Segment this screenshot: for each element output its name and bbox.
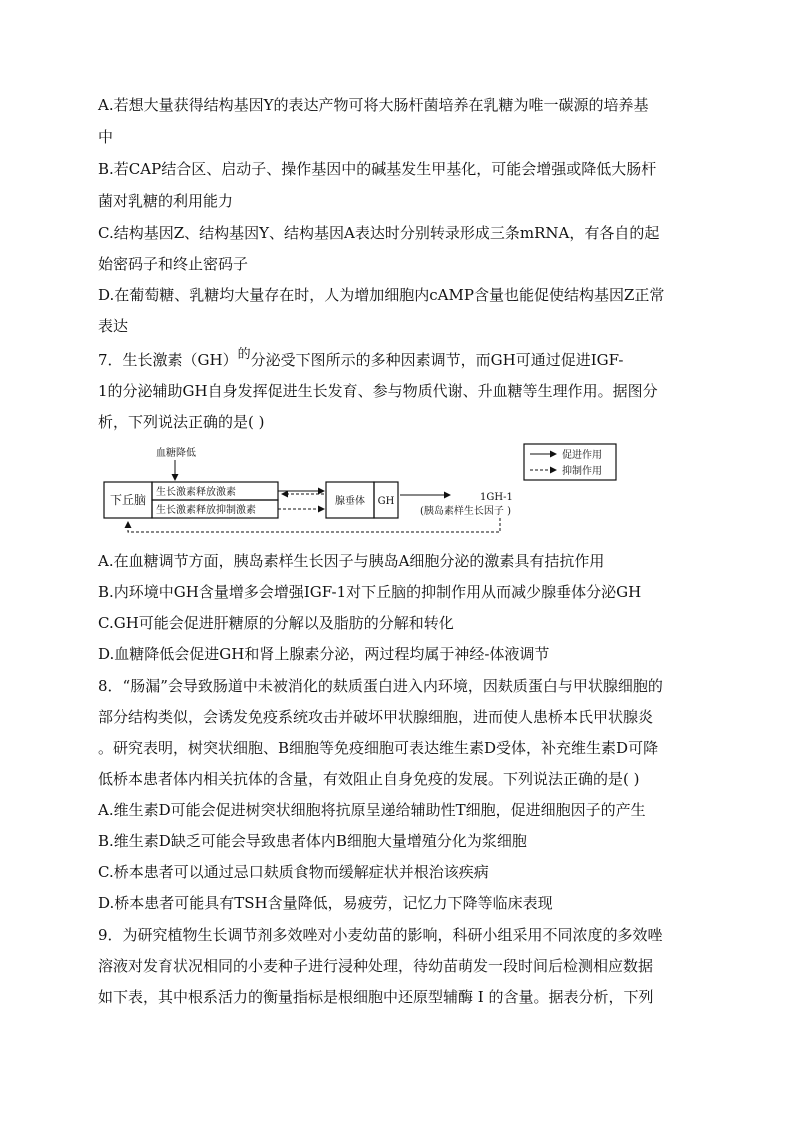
q7-option-b: B.内环境中GH含量增多会增强IGF-1对下丘脑的抑制作用从而减少腺垂体分泌GH [98,583,642,601]
q8-option-b: B.维生素D缺乏可能会导致患者体内B细胞大量增殖分化为浆细胞 [98,832,527,850]
q7-stem-line2: 1的分泌辅助GH自身发挥促进生长发育、参与物质代谢、升血糖等生理作用。据图分 [98,382,658,400]
igf-inhibit-feedback-arrow [128,518,500,532]
q8-stem-line2: 部分结构类似，会诱发免疫系统攻击并破坏甲状腺细胞，进而使人患桥本氏甲状腺炎 [98,708,654,726]
q7-stem-sup: 的 [237,347,251,362]
q6-option-b-line2: 菌对乳糖的利用能力 [98,192,234,210]
ghrh-label: 生长激素释放激素 [156,487,236,498]
legend-promote-label: 促进作用 [562,450,602,461]
igf-label-line2: (胰岛素样生长因子 ) [420,506,511,517]
q7-stem-line1 [98,347,698,372]
q6-option-d-line2: 表达 [98,317,129,335]
hypothalamus-label: 下丘脑 [109,493,147,507]
igf-label-line1: 1GH-1 [480,492,513,503]
q6-option-a-line2: 中 [98,128,114,146]
gh-label: GH [377,496,395,507]
ghih-label: 生长激素释放抑制激素 [156,505,256,516]
q6-option-a-line1: A.若想大量获得结构基因Y的表达产物可将大肠杆菌培养在乳糖为唯一碳源的培养基 [98,96,649,114]
q8-option-a: A.维生素D可能会促进树突状细胞将抗原呈递给辅助性T细胞，促进细胞因子的产生 [98,801,646,819]
q7-option-c: C.GH可能会促进肝糖原的分解以及脂肪的分解和转化 [98,614,454,632]
pituitary-label: 腺垂体 [335,496,365,507]
q7-stem-line3: 析，下列说法正确的是( ) [98,413,265,431]
q8-stem-line4: 低桥本患者体内相关抗体的含量，有效阻止自身免疫的发展。下列说法正确的是( ) [98,770,640,788]
gh-regulation-diagram [100,440,620,540]
q7-option-a: A.在血糖调节方面，胰岛素样生长因子与胰岛A细胞分泌的激素具有拮抗作用 [98,552,605,570]
q9-stem-line1: 9．为研究植物生长调节剂多效唑对小麦幼苗的影响，科研小组采用不同浓度的多效唑 [98,926,663,944]
q7-option-d: D.血糖降低会促进GH和肾上腺素分泌，两过程均属于神经-体液调节 [98,645,550,663]
q9-stem-line2: 溶液对发育状况相同的小麦种子进行浸种处理，待幼苗萌发一段时间后检测相应数据 [98,957,654,975]
q6-option-b-line1: B.若CAP结合区、启动子、操作基因中的碱基发生甲基化，可能会增强或降低大肠杆 [98,160,657,178]
q8-stem-line3: 。研究表明，树突状细胞、B细胞等免疫细胞可表达维生素D受体，补充维生素D可降 [98,739,659,757]
q7-stem-part2: 分泌受下图所示的多种因素调节，而GH可通过促进IGF- [250,351,624,369]
legend-inhibit-label: 抑制作用 [562,466,602,477]
q8-option-c: C.桥本患者可以通过忌口麸质食物而缓解症状并根治该疾病 [98,863,489,881]
q6-option-c-line2: 始密码子和终止密码子 [98,255,249,273]
q8-option-d: D.桥本患者可能具有TSH含量降低，易疲劳，记忆力下降等临床表现 [98,894,553,912]
q6-option-d-line1: D.在葡萄糖、乳糖均大量存在时，人为增加细胞内cAMP含量也能促使结构基因Z正常 [98,286,665,304]
q9-stem-line3: 如下表，其中根系活力的衡量指标是根细胞中还原型辅酶 I 的含量。据表分析，下列 [98,988,654,1006]
q6-option-c-line1: C.结构基因Z、结构基因Y、结构基因A表达时分别转录形成三条mRNA，有各自的起 [98,224,660,242]
q8-stem-line1: 8．“肠漏”会导致肠道中未被消化的麸质蛋白进入内环境，因麸质蛋白与甲状腺细胞的 [98,677,663,695]
q7-stem-part1: 7．生长激素（GH） [98,351,238,369]
glucose-drop-label: 血糖降低 [156,448,196,459]
